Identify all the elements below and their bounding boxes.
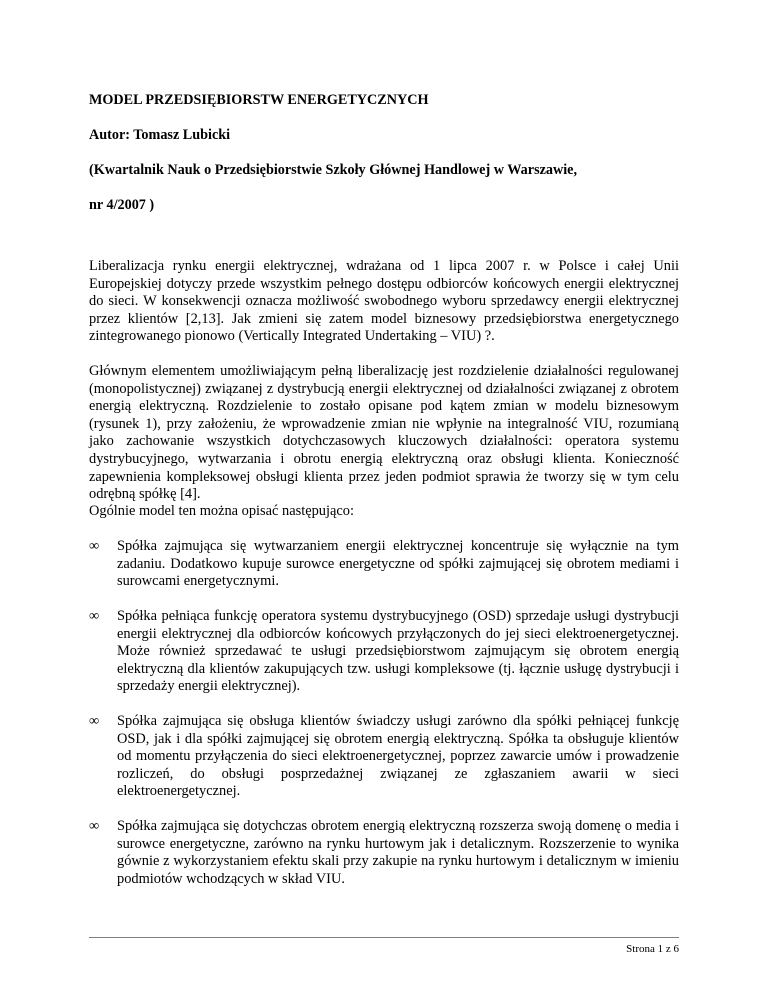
paragraph-model-intro: Ogólnie model ten można opisać następująco:: [89, 503, 354, 519]
list-item-text: Spółka pełniąca funkcję operatora systemu dystrybucyjnego (OSD) sprzedaje usługi dystrybucji energii elektrycznej dla odbiorców końcowych przyłączonych do jej sieci elektroenergetycznej. Może również sprzedawać te usługi przedsiębiorstwom zajmującym się obrotem energią elektryczną dla klientów zakupujących tzw. usługi kompleksowe (tj. łącznie usługę dystrybucji i sprzedaży energii elektrycznej).: [117, 608, 679, 695]
source-line-1: (Kwartalnik Nauk o Przedsiębiorstwie Szkoły Głównej Handlowej w Warszawie,: [89, 162, 578, 178]
infinity-bullet-icon: ∞: [89, 818, 100, 834]
infinity-bullet-icon: ∞: [89, 538, 100, 554]
paragraph-liberalization: Liberalizacja rynku energii elektrycznej, wdrażana od 1 lipca 2007 r. w Polsce i całej Unii Europejskiej dotyczy przede wszystkim pełnego dostępu odbiorców końcowych energii elektrycznej do sieci. W konsekwencji oznacza możliwość swobodnego wyboru sprzedawcy energii elektrycznej przez klientów [2,13]. Jak zmieni się zatem model biznesowy przedsiębiorstwa energetycznego zintegrowanego pionowo (Vertically Integrated Undertaking – VIU) ?.: [89, 258, 679, 345]
list-item-text: Spółka zajmująca się dotychczas obrotem energią elektryczną rozszerza swoją domenę o media i surowce energetyczne, zarówno na rynku hurtowym jak i detalicznym. Rozszerzenie to wynika gównie z wykorzystaniem efektu skali przy zakupie na rynku hurtowym i detalicznym w imieniu podmiotów wchodzących w skład VIU.: [117, 818, 679, 887]
footer-divider: [89, 937, 679, 938]
page-number: Strona 1 z 6: [626, 943, 679, 955]
list-item: [89, 713, 679, 801]
paragraph-main-element: Głównym elementem umożliwiającym pełną liberalizację jest rozdzielenie działalności regulowanej (monopolistycznej) związanej z dystrybucją energii elektrycznej od działalności związanej z obrotem energią elektryczną. Rozdzielenie to zostało opisane pod kątem zmian w modelu biznesowym (rysunek 1), przy założeniu, że wprowadzenie zmian nie wpłynie na integralność VIU, rozumianą jako zachowanie wszystkich dotychczasowych kluczowych działalności: operatora systemu dystrybucyjnego, wytwarzania i obrotu energią elektryczną oraz obsługi klienta. Konieczność zapewnienia kompleksowej obsługi klienta przez jeden podmiot sprawia że tworzy się w tym celu odrębną spółkę [4].: [89, 363, 679, 503]
infinity-bullet-icon: ∞: [89, 608, 100, 624]
list-item-text: Spółka zajmująca się obsługa klientów świadczy usługi zarówno dla spółki pełniącej funkcję OSD, jak i dla spółki zajmującej się obrotem energią elektryczną. Spółka ta obsługuje klientów od momentu przyłączenia do sieci elektroenergetycznej, poprzez zawarcie umów i prowadzenie rozliczeń, do obsługi posprzedażnej związanej ze zgłaszaniem awarii w sieci elektroenergetycznej.: [117, 713, 679, 800]
document-title: MODEL PRZEDSIĘBIORSTW ENERGETYCZNYCH: [89, 92, 429, 108]
source-line-2: nr 4/2007 ): [89, 197, 155, 213]
list-item: [89, 818, 679, 888]
infinity-bullet-icon: ∞: [89, 713, 100, 729]
author-line: Autor: Tomasz Lubicki: [89, 127, 231, 143]
list-item: [89, 608, 679, 696]
list-item: [89, 538, 679, 591]
list-item-text: Spółka zajmująca się wytwarzaniem energii elektrycznej koncentruje się wyłącznie na tym zadaniu. Dodatkowo kupuje surowce energetyczne od spółki zajmującej się obrotem mediami i surowcami energetycznymi.: [117, 538, 679, 590]
